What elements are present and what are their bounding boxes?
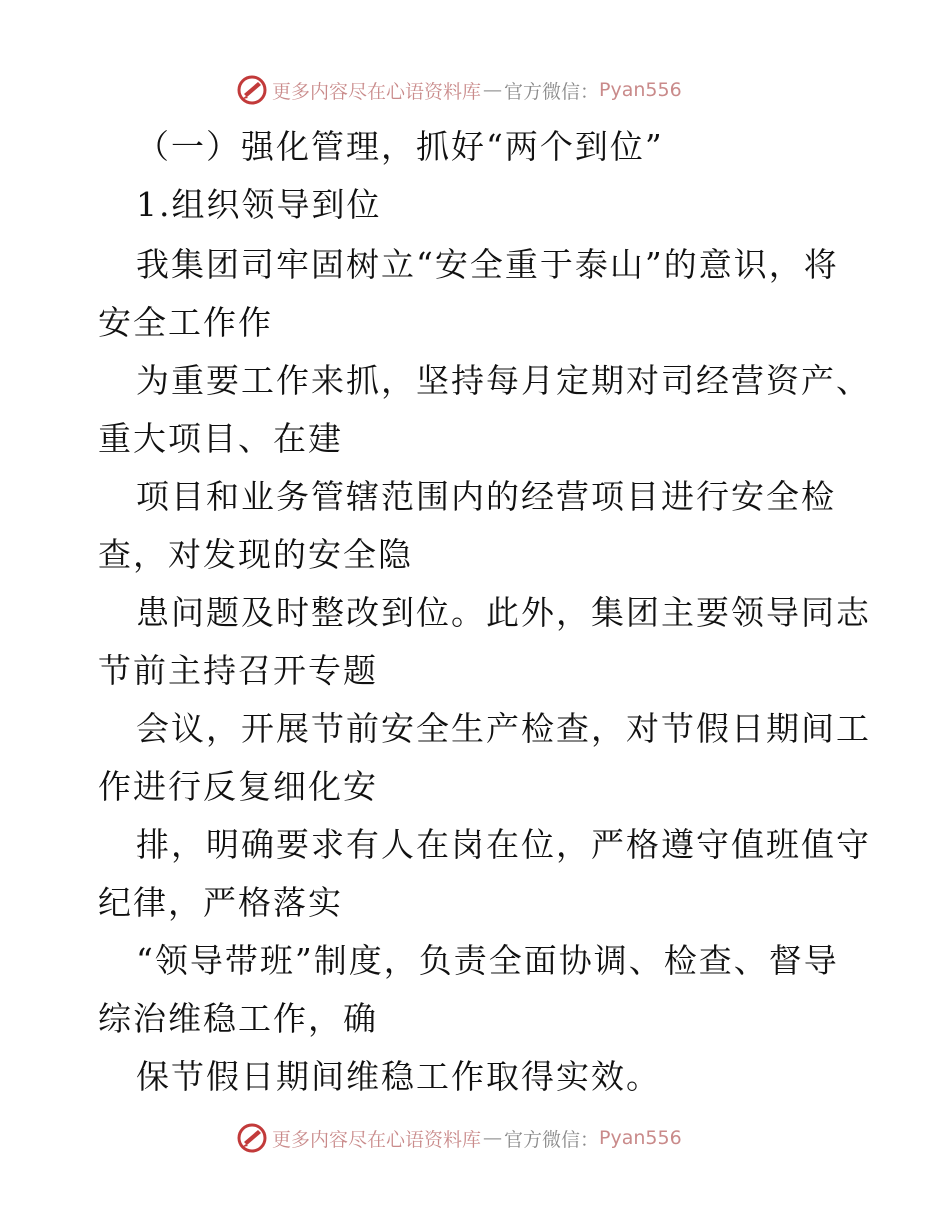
section-heading: （一）强化管理，抓好“两个到位”	[136, 127, 664, 166]
subsection-heading: 1.组织领导到位	[136, 185, 382, 224]
paragraph-line: 患问题及时整改到位。此外，集团主要领导同志	[136, 593, 871, 632]
watermark-separator: —	[483, 1127, 503, 1149]
paragraph-line: 安全工作作	[98, 303, 273, 342]
paragraph-line: 项目和业务管辖范围内的经营项目进行安全检	[136, 477, 836, 516]
header-watermark	[236, 72, 682, 108]
paragraph-line: 重大项目、在建	[98, 419, 343, 458]
paragraph-line: 查，对发现的安全隐	[98, 535, 413, 574]
paragraph-line: 会议，开展节前安全生产检查，对节假日期间工	[136, 709, 871, 748]
paragraph-line: 综治维稳工作，确	[98, 999, 378, 1038]
watermark-prefix: 更多内容尽在心语资料库	[272, 80, 482, 103]
footer-watermark	[236, 1120, 682, 1156]
watermark-id: Pyan556	[599, 1127, 682, 1149]
paragraph-line: 保节假日期间维稳工作取得实效。	[136, 1057, 661, 1096]
watermark-official: 官方微信：	[504, 80, 600, 103]
paragraph-line: 排，明确要求有人在岗在位，严格遵守值班值守	[136, 825, 871, 864]
paragraph-line: 纪律，严格落实	[98, 883, 343, 922]
watermark-prefix: 更多内容尽在心语资料库	[272, 1128, 482, 1151]
paragraph-line: 作进行反复细化安	[98, 767, 378, 806]
brand-logo-icon	[236, 1122, 268, 1154]
watermark-official: 官方微信：	[504, 1128, 600, 1151]
watermark-separator: —	[483, 79, 503, 101]
brand-logo-icon	[236, 74, 268, 106]
paragraph-line: “领导带班”制度，负责全面协调、检查、督导	[136, 941, 839, 980]
paragraph-line: 节前主持召开专题	[98, 651, 378, 690]
paragraph-line: 我集团司牢固树立“安全重于泰山”的意识，将	[136, 245, 839, 284]
paragraph-line: 为重要工作来抓，坚持每月定期对司经营资产、	[136, 361, 871, 400]
watermark-id: Pyan556	[599, 79, 682, 101]
